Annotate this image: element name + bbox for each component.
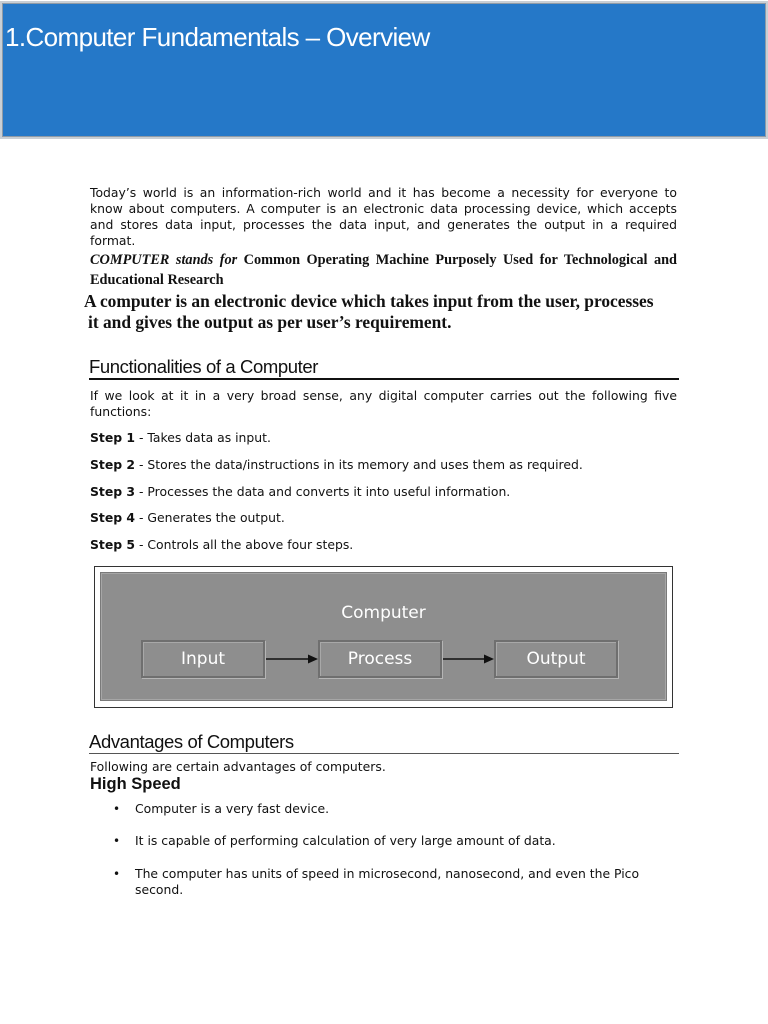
arrow-input-to-process-icon: [266, 655, 318, 664]
list-item-text: Computer is a very fast device.: [135, 801, 330, 816]
diagram-title: Computer: [341, 603, 426, 623]
step-4: [90, 510, 677, 526]
arrow-process-to-output-icon: [443, 655, 494, 664]
definition-line-2: it and gives the output as per user’s requirement.: [88, 312, 452, 332]
step-label: Step 3: [90, 484, 136, 499]
step-3: [90, 484, 677, 500]
step-label: Step 2: [90, 457, 136, 472]
output-box: Output: [494, 640, 618, 678]
step-text: - Generates the output.: [135, 510, 285, 525]
input-box: Input: [141, 640, 265, 678]
list-item-text: It is capable of performing calculation of very large amount of data.: [135, 833, 556, 848]
definition-line-1: A computer is an electronic device which takes input from the user, processes: [84, 291, 654, 311]
diagram-panel: [100, 572, 667, 701]
bullet-icon: •: [113, 834, 121, 848]
bullet-icon: •: [113, 802, 121, 816]
computer-diagram: [94, 566, 673, 708]
high-speed-heading: High Speed: [90, 775, 181, 793]
step-label: Step 5: [90, 537, 136, 552]
intro-paragraph: Today’s world is an information-rich world and it has become a necessity for everyone to know about computers. A computer is an electronic data processing device, which accepts and stores data input, processes the data input, and generates the output in a required format.: [90, 185, 677, 248]
acronym-lead: COMPUTER stands for: [90, 252, 238, 268]
bullet-icon: •: [113, 867, 121, 881]
step-label: Step 1: [90, 430, 136, 445]
list-item-text: The computer has units of speed in microsecond, nanosecond, and even the Pico second.: [135, 866, 640, 897]
page-title: 1.Computer Fundamentals – Overview: [5, 22, 430, 52]
acronym-expansion: Common Operating Machine Purposely Used for Technological and Educational Research: [90, 252, 678, 288]
diagram-arrows: [101, 573, 666, 700]
step-text: - Controls all the above four steps.: [135, 537, 354, 552]
process-box: Process: [318, 640, 442, 678]
step-text: - Stores the data/instructions in its memory and uses them as required.: [135, 457, 583, 472]
step-1: [90, 430, 677, 446]
step-text: - Takes data as input.: [135, 430, 271, 445]
title-banner: [2, 3, 766, 137]
functionalities-heading: Functionalities of a Computer: [89, 356, 679, 380]
advantages-heading: Advantages of Computers: [89, 731, 679, 754]
step-text: - Processes the data and converts it into useful information.: [135, 484, 511, 499]
functionalities-intro: If we look at it in a very broad sense, any digital computer carries out the following five functions:: [90, 388, 677, 419]
acronym-definition: [90, 250, 677, 290]
step-label: Step 4: [90, 510, 136, 525]
step-5: [90, 537, 677, 553]
advantages-intro: Following are certain advantages of computers.: [90, 759, 386, 774]
step-2: [90, 457, 677, 473]
